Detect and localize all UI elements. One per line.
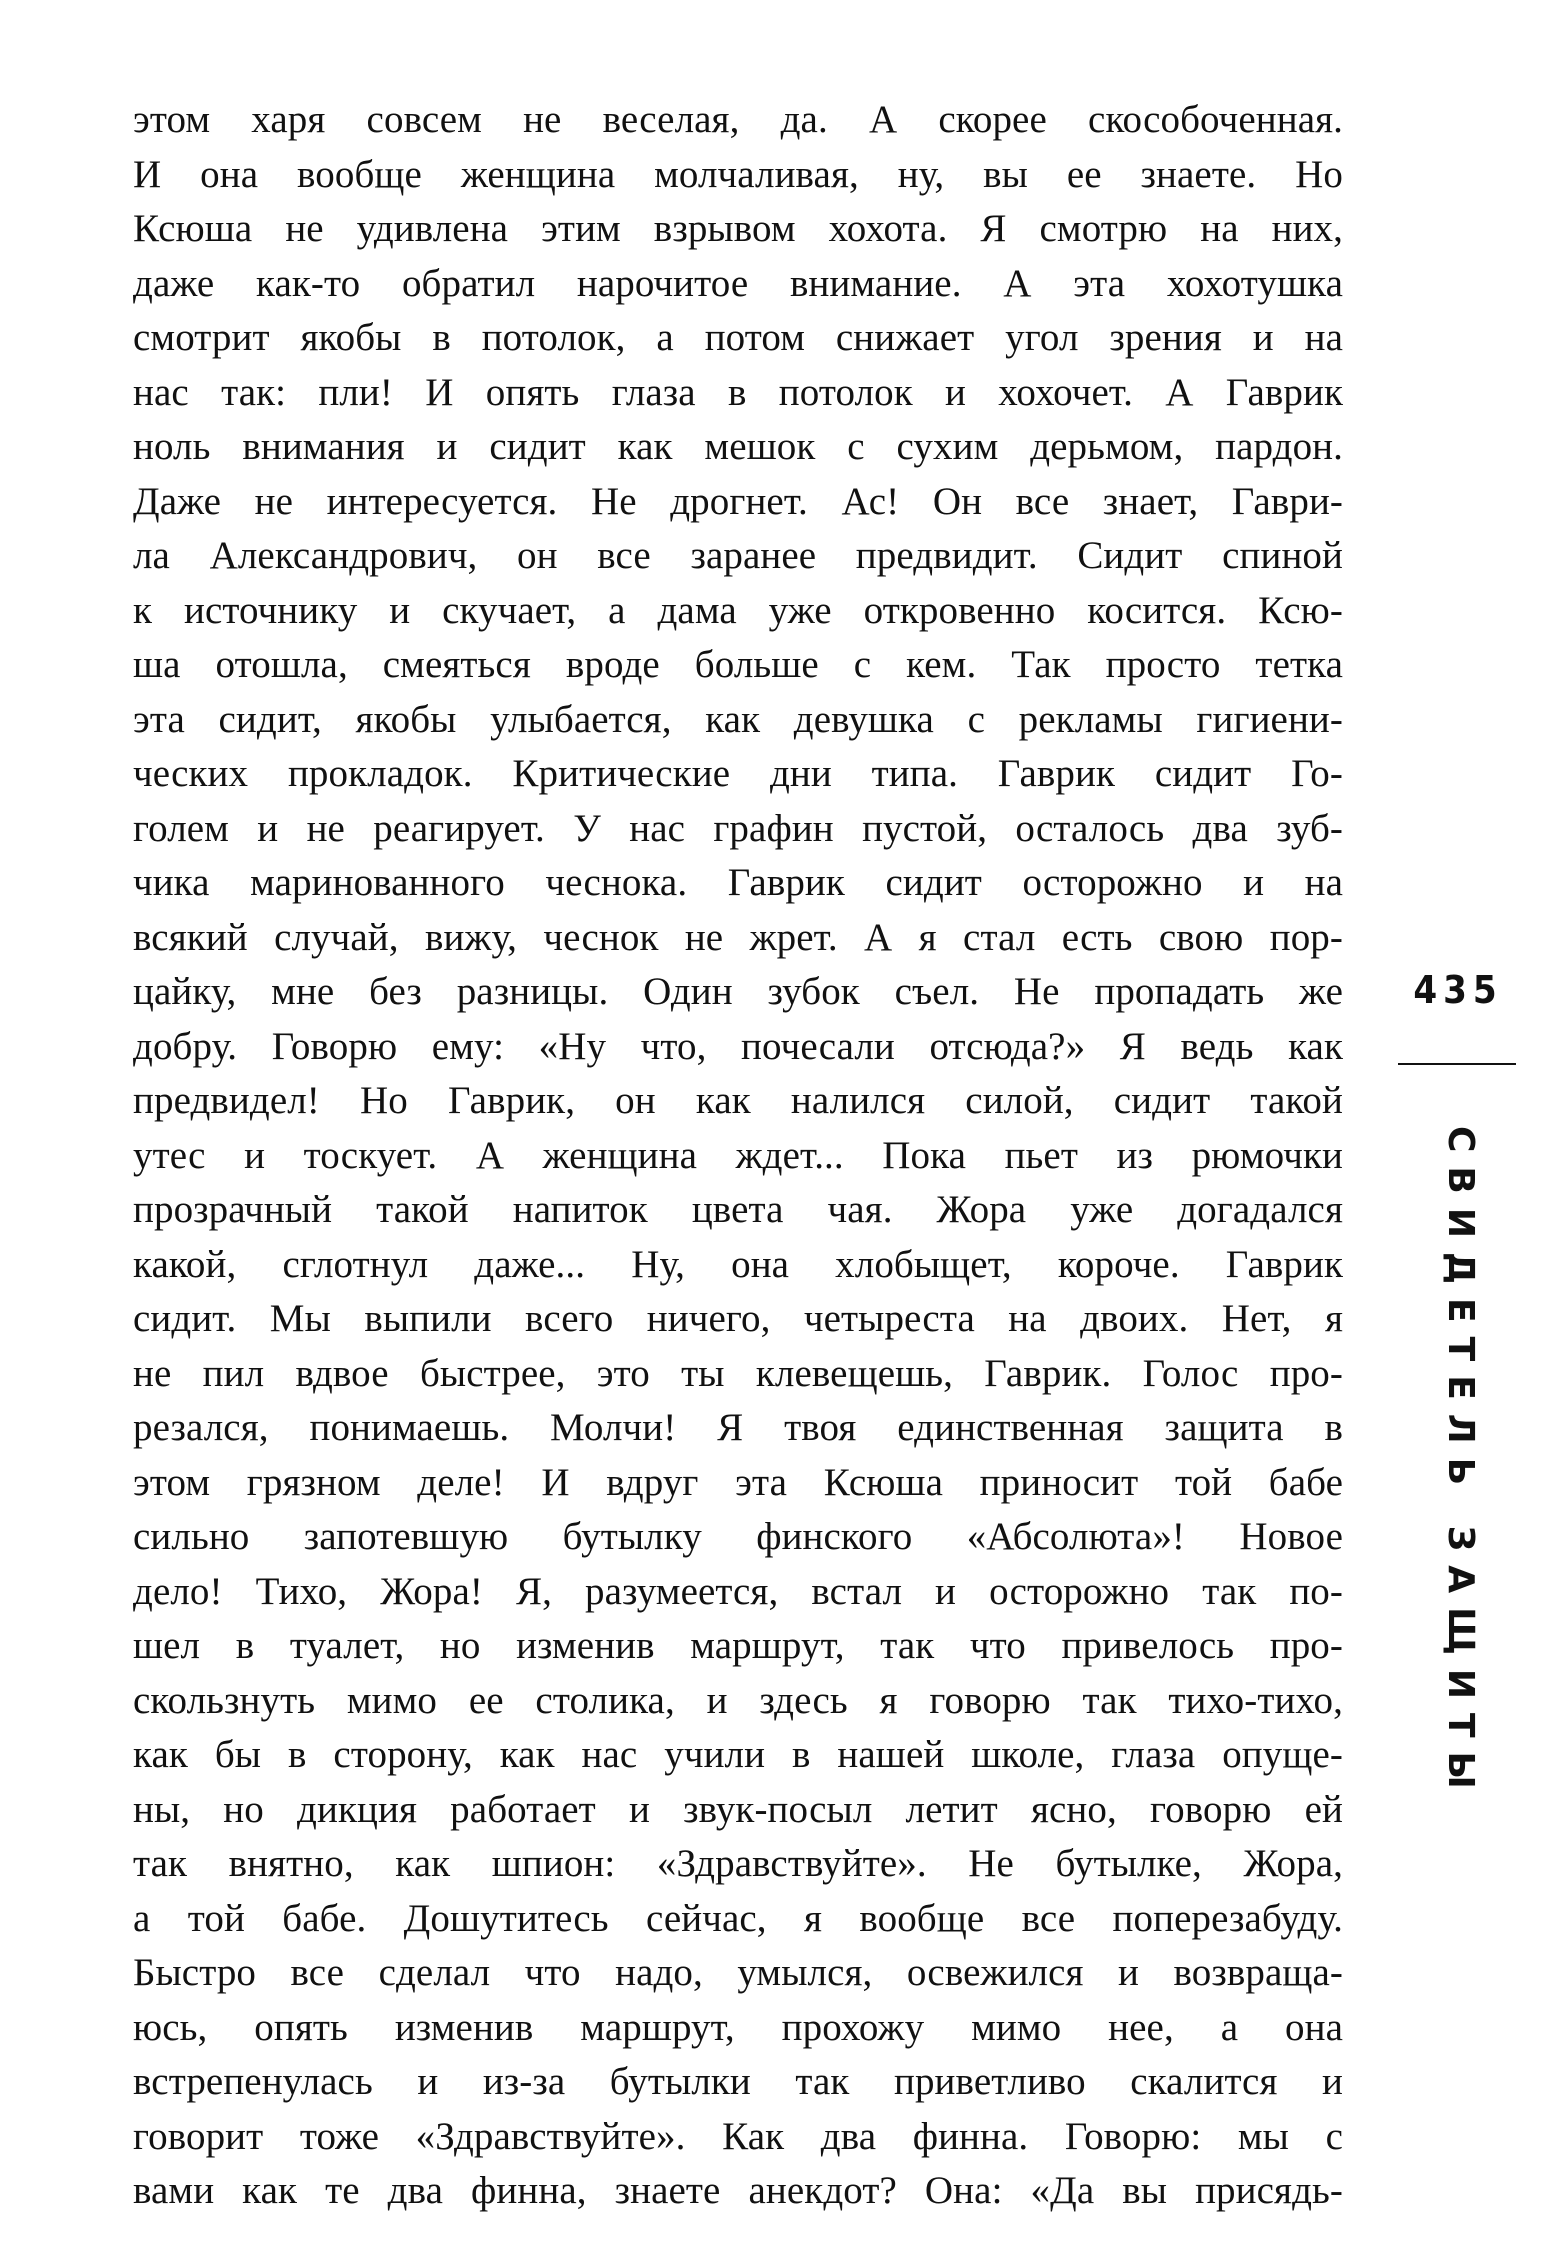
- text-line: этом грязном деле! И вдруг эта Ксюша приносит той бабе: [133, 1460, 1343, 1504]
- text-line: голем и не реагирует. У нас графин пустой, осталось два зуб-: [133, 806, 1343, 850]
- body-text: [133, 93, 1343, 2219]
- text-line: так внятно, как шпион: «Здравствуйте». Не бутылке, Жора,: [133, 1842, 1343, 1885]
- running-title: СВИДЕТЕЛЬ ЗАЩИТЫ: [1440, 1126, 1481, 1803]
- text-line: сильно запотевшую бутылку финского «Абсолюта»! Новое: [133, 1515, 1343, 1558]
- text-line: не пил вдвое быстрее, это ты клевещешь, Гаврик. Голос про-: [133, 1351, 1343, 1395]
- text-line: юсь, опять изменив маршрут, прохожу мимо нее, а она: [133, 2005, 1343, 2049]
- text-line: этом харя совсем не веселая, да. А скорее скособоченная.: [133, 98, 1343, 141]
- text-line: смотрит якобы в потолок, а потом снижает угол зрения и на: [133, 316, 1343, 359]
- text-line: цайку, мне без разницы. Один зубок съел. Не пропадать же: [133, 970, 1343, 1013]
- text-line: Быстро все сделал что надо, умылся, освежился и возвраща-: [133, 1951, 1343, 1994]
- text-line: утес и тоскует. А женщина ждет... Пока пьет из рюмочки: [133, 1133, 1343, 1177]
- text-line: вами как те два финна, знаете анекдот? Она: «Да вы присядь-: [133, 2169, 1343, 2212]
- text-line: какой, сглотнул даже... Ну, она хлобыщет, короче. Гаврик: [133, 1242, 1343, 1286]
- text-line: дело! Тихо, Жора! Я, разумеется, встал и осторожно так по-: [133, 1569, 1343, 1613]
- text-line: ла Александрович, он все заранее предвидит. Сидит спиной: [133, 534, 1343, 577]
- text-line: эта сидит, якобы улыбается, как девушка с рекламы гигиени-: [133, 697, 1343, 741]
- page-number: 435: [1413, 968, 1503, 1012]
- text-line: И она вообще женщина молчаливая, ну, вы ее знаете. Но: [133, 152, 1343, 196]
- text-line: как бы в сторону, как нас учили в нашей школе, глаза опуще-: [133, 1733, 1343, 1776]
- text-line: добру. Говорю ему: «Ну что, почесали отсюда?» Я ведь как: [133, 1024, 1343, 1068]
- margin-rule: [1398, 1063, 1516, 1065]
- text-line: к источнику и скучает, а дама уже откровенно косится. Ксю-: [133, 588, 1343, 632]
- text-line: резался, понимаешь. Молчи! Я твоя единственная защита в: [133, 1406, 1343, 1449]
- text-line: всякий случай, вижу, чеснок не жрет. А я стал есть свою пор-: [133, 915, 1343, 959]
- text-line: а той бабе. Дошутитесь сейчас, я вообще все поперезабуду.: [133, 1896, 1343, 1940]
- text-line: ны, но дикция работает и звук-посыл летит ясно, говорю ей: [133, 1787, 1343, 1831]
- text-line: ша отошла, смеяться вроде больше с кем. Так просто тетка: [133, 643, 1343, 686]
- text-line: нас так: пли! И опять глаза в потолок и хохочет. А Гаврик: [133, 370, 1343, 414]
- text-line: встрепенулась и из-за бутылки так приветливо скалится и: [133, 2060, 1343, 2103]
- text-line: говорит тоже «Здравствуйте». Как два финна. Говорю: мы с: [133, 2114, 1343, 2158]
- text-line: чика маринованного чеснока. Гаврик сидит осторожно и на: [133, 861, 1343, 904]
- text-line: шел в туалет, но изменив маршрут, так что привелось про-: [133, 1624, 1343, 1667]
- text-line: прозрачный такой напиток цвета чая. Жора уже догадался: [133, 1188, 1343, 1231]
- text-line: предвидел! Но Гаврик, он как налился силой, сидит такой: [133, 1079, 1343, 1122]
- text-line: Ксюша не удивлена этим взрывом хохота. Я смотрю на них,: [133, 207, 1343, 250]
- text-line: сидит. Мы выпили всего ничего, четыреста на двоих. Нет, я: [133, 1297, 1343, 1340]
- text-line: ноль внимания и сидит как мешок с сухим дерьмом, пардон.: [133, 425, 1343, 468]
- text-line: даже как-то обратил нарочитое внимание. А эта хохотушка: [133, 261, 1343, 305]
- text-line: ческих прокладок. Критические дни типа. Гаврик сидит Го-: [133, 752, 1343, 795]
- text-line: скользнуть мимо ее столика, и здесь я говорю так тихо-тихо,: [133, 1678, 1343, 1722]
- text-line: Даже не интересуется. Не дрогнет. Ас! Он все знает, Гаври-: [133, 479, 1343, 523]
